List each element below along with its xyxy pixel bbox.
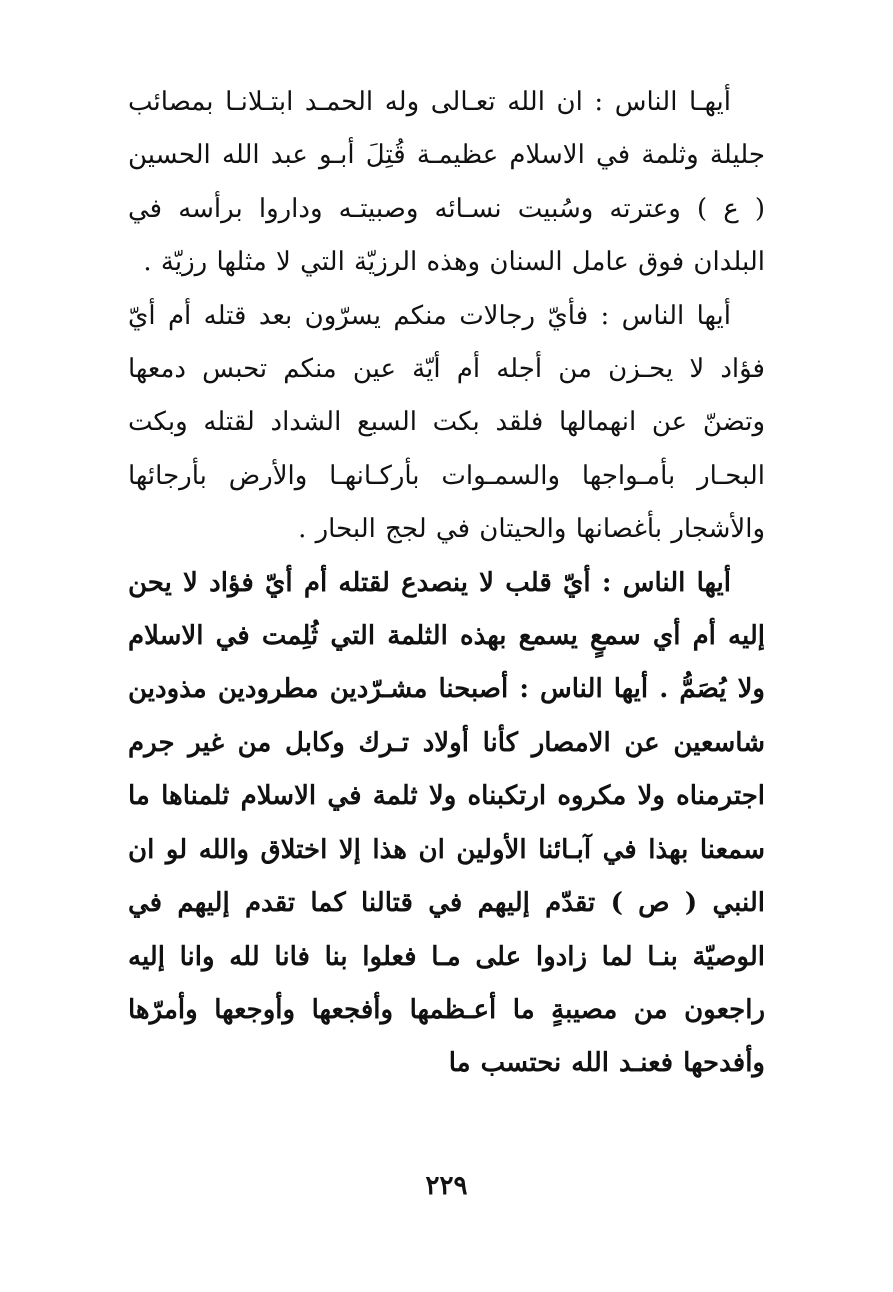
page-body-text [128,76,765,1091]
paragraph-1: أيهـا الناس : ان الله تعـالى وله الحمـد ابتـلانـا بمصائب جليلة وثلمة في الاسلام عظيمـة قُتِلَ أبـو عبد الله الحسين ( ع ) وعترته وسُبيت نسـائه وصبيتـه وداروا برأسه في البلدان فوق عامل السنان وهذه الرزيّة التي لا مثلها رزيّة . [128,87,765,278]
paragraph-3: أيها الناس : أيّ قلب لا ينصدع لقتله أم أيّ فؤاد لا يحن إليه أم أي سمعٍ يسمع بهذه الثلمة التي ثُلِمت في الاسلام ولا يُصَمُّ . أيها الناس : أصبحنا مشـرّدين مطرودين مذودين شاسعين عن الامصار كأنا أولاد تـرك وكابل من غير جرم اجترمناه ولا مكروه ارتكبناه ولا ثلمة في الاسلام ثلمناها ما سمعنا بهذا في آبـائنا الأولين ان هذا إلا اختلاق والله لو ان النبي ( ص ) تقدّم إليهم في قتالنا كما تقدم إليهم في الوصيّة بنـا لما زادوا على مـا فعلوا بنا فانا لله وانا إليه راجعون من مصيبةٍ ما أعـظمها وأفجعها وأوجعها وأمرّها وأفدحها فعنـد الله نحتسب ما [128,567,765,1079]
paragraph-2: أيها الناس : فأيّ رجالات منكم يسرّون بعد قتله أم أيّ فؤاد لا يحـزن من أجله أم أيّة عين منكم تحبس دمعها وتضنّ عن انهمالها فلقد بكت السبع الشداد لقتله وبكت البحـار بأمـواجها والسمـوات بأركـانهـا والأرض بأرجائها والأشجار بأغصانها والحيتان في لجج البحار . [128,300,765,545]
page-number: ٢٢٩ [425,1171,468,1201]
